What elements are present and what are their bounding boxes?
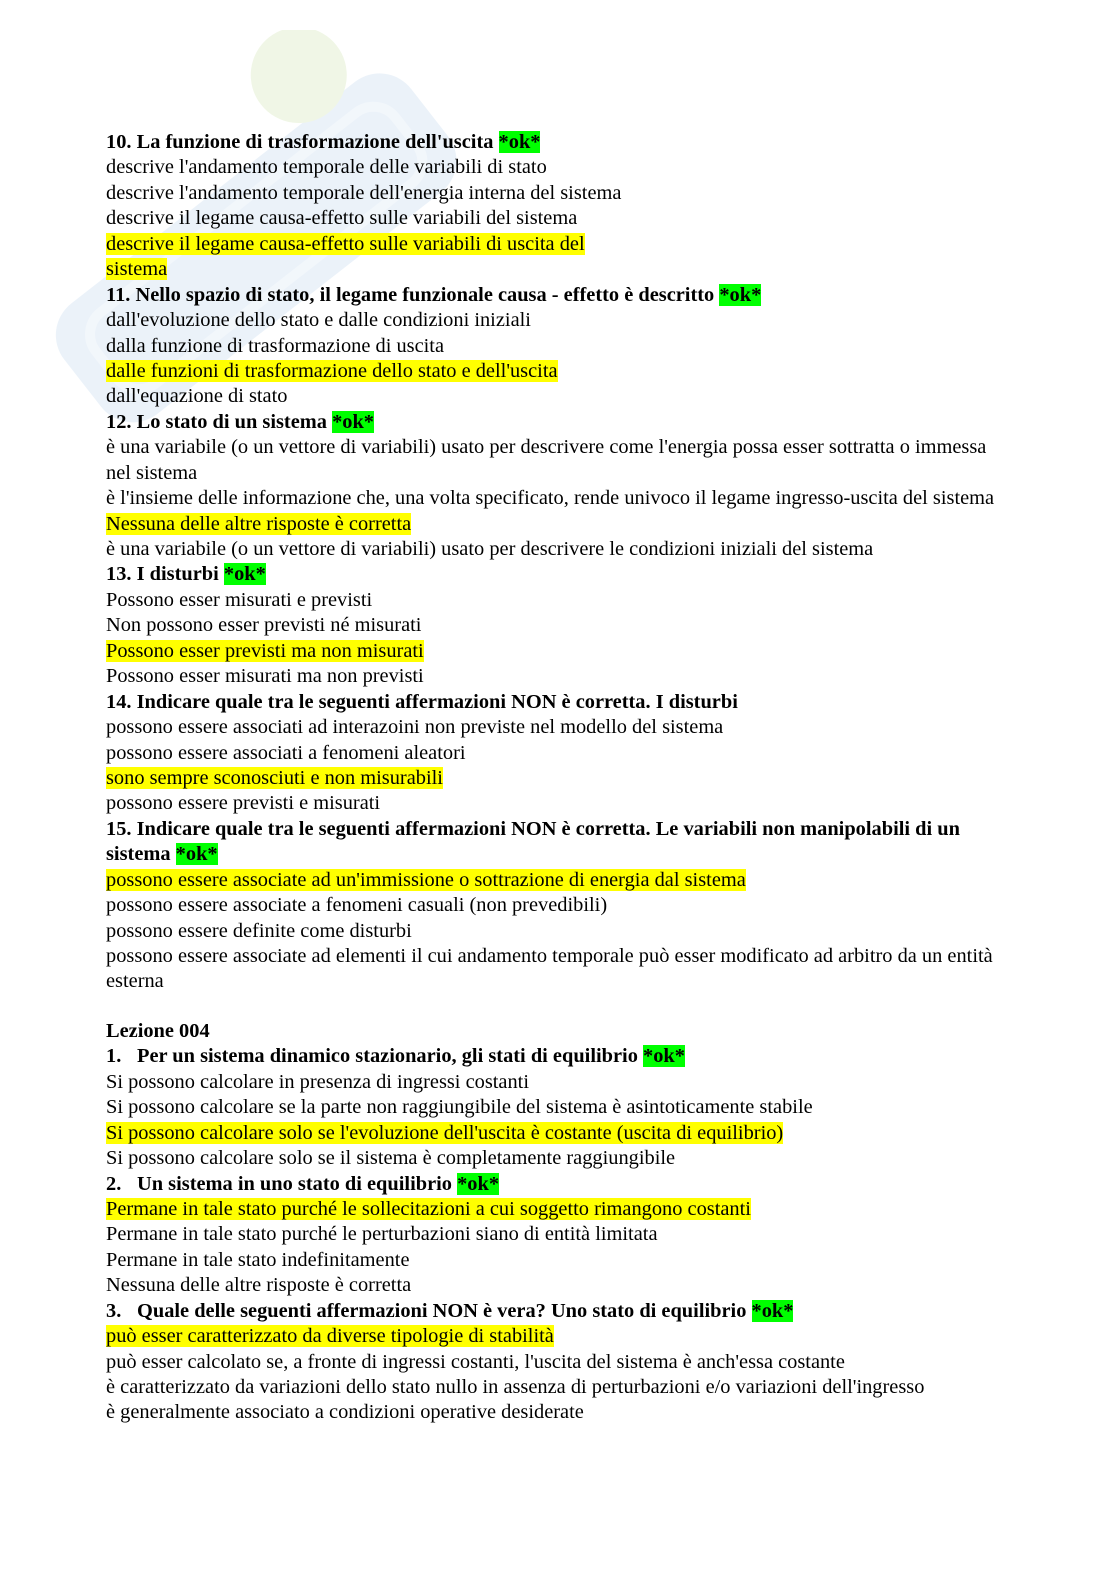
question-title	[106, 562, 994, 587]
answer-text: è l'insieme delle informazione che, una volta specificato, rende univoco il legame ingresso-uscita del sistema	[106, 487, 995, 510]
answer-text: dalla funzione di trasformazione di uscita	[106, 334, 445, 357]
answer-text: dall'equazione di stato	[106, 385, 288, 408]
answer-text: sono sempre sconosciuti e non misurabili	[106, 766, 443, 789]
question-block	[106, 562, 994, 689]
answer-text: descrive il legame causa-effetto sulle variabili di uscita del	[106, 232, 585, 255]
answer-text: Permane in tale stato indefinitamente	[106, 1248, 410, 1271]
question-block	[106, 1172, 994, 1299]
question-block	[106, 130, 994, 283]
answer-text: Nessuna delle altre risposte è corretta	[106, 1274, 412, 1297]
answer-text: è una variabile (o un vettore di variabili) usato per descrivere come l'energia possa esser sottratta o immessa	[106, 436, 987, 459]
answer-text: Possono esser previsti ma non misurati	[106, 639, 424, 662]
question-block	[106, 410, 994, 563]
answer-text: Possono esser misurati e previsti	[106, 588, 373, 611]
answer-text: Si possono calcolare solo se il sistema è completamente raggiungibile	[106, 1147, 676, 1170]
answer-text: nel sistema	[106, 461, 198, 484]
question-title-continued	[106, 842, 994, 867]
ok-mark: *ok*	[175, 843, 218, 866]
question-number: 14.	[106, 690, 132, 713]
answer-text: possono essere previsti e misurati	[106, 792, 381, 815]
ok-mark: *ok*	[498, 131, 541, 153]
question-number: 10.	[106, 131, 132, 153]
answer-option	[106, 791, 994, 816]
answer-text: Si possono calcolare se la parte non raggiungibile del sistema è asintoticamente stabile	[106, 1096, 813, 1119]
answer-option	[106, 639, 994, 664]
answer-text: Possono esser misurati ma non previsti	[106, 665, 424, 688]
answer-option	[106, 1197, 994, 1222]
answer-text: Nessuna delle altre risposte è corretta	[106, 512, 412, 535]
question-text: Nello spazio di stato, il legame funzionale causa - effetto è descritto	[135, 283, 715, 306]
answer-option	[106, 919, 994, 944]
answer-option-continued	[106, 257, 994, 282]
question-number: 15.	[106, 817, 132, 840]
question-title	[106, 1044, 994, 1069]
answer-option	[106, 232, 994, 257]
answer-option	[106, 741, 994, 766]
answer-option	[106, 512, 994, 537]
ok-mark: *ok*	[332, 410, 374, 433]
answer-text: possono essere definite come disturbi	[106, 919, 412, 942]
answer-option	[106, 664, 994, 689]
answer-option	[106, 1400, 994, 1425]
answer-option	[106, 1095, 994, 1120]
answer-text: possono essere associate ad elementi il cui andamento temporale può esser modificato ad arbitro da un entità	[106, 945, 993, 967]
answer-option	[106, 715, 994, 740]
question-text: Lo stato di un sistema	[136, 410, 327, 433]
answer-option	[106, 334, 994, 359]
answer-text: dall'evoluzione dello stato e dalle condizioni iniziali	[106, 309, 531, 332]
answer-option	[106, 537, 994, 562]
answer-text: possono essere associate a fenomeni casuali (non prevedibili)	[106, 894, 608, 917]
lesson-heading: Lezione 004	[106, 1019, 210, 1042]
question-title	[106, 410, 994, 435]
question-block	[106, 1044, 994, 1171]
question-block	[106, 817, 994, 995]
answer-text: sistema	[106, 258, 168, 281]
question-text: Quale delle seguenti affermazioni NON è vera? Uno stato di equilibrio	[137, 1299, 747, 1322]
question-text: Indicare quale tra le seguenti affermazioni NON è corretta. I disturbi	[136, 690, 738, 713]
answer-option	[106, 435, 994, 460]
question-title	[106, 283, 994, 308]
answer-option	[106, 206, 994, 231]
answer-text: Non possono esser previsti né misurati	[106, 614, 422, 637]
answer-text: esterna	[106, 970, 164, 993]
answer-option	[106, 588, 994, 613]
answer-option	[106, 1324, 994, 1349]
question-number: 13.	[106, 563, 132, 586]
question-text: Per un sistema dinamico stazionario, gli stati di equilibrio	[137, 1045, 638, 1068]
question-text: sistema	[106, 843, 171, 866]
question-title	[106, 130, 994, 155]
answer-text: descrive il legame causa-effetto sulle variabili del sistema	[106, 207, 578, 230]
ok-mark: *ok*	[457, 1172, 500, 1195]
answer-option	[106, 766, 994, 791]
answer-text: può esser calcolato se, a fronte di ingressi costanti, l'uscita del sistema è anch'essa costante	[106, 1350, 845, 1373]
answer-option	[106, 1222, 994, 1247]
answer-text: Si possono calcolare in presenza di ingressi costanti	[106, 1070, 529, 1093]
question-text: Indicare quale tra le seguenti affermazioni NON è corretta. Le variabili non manipolabili di un	[136, 817, 960, 840]
answer-option	[106, 1248, 994, 1273]
question-number: 11.	[106, 283, 131, 306]
answer-option-continued	[106, 461, 994, 486]
answer-option	[106, 1273, 994, 1298]
answer-text: possono essere associati a fenomeni aleatori	[106, 741, 466, 764]
answer-option	[106, 868, 994, 893]
answer-text: può esser caratterizzato da diverse tipologie di stabilità	[106, 1325, 554, 1348]
answer-option	[106, 1375, 994, 1400]
question-title	[106, 1172, 994, 1197]
answer-option	[106, 308, 994, 333]
answer-text: possono essere associate ad un'immissione o sottrazione di energia dal sistema	[106, 868, 746, 891]
answer-option	[106, 893, 994, 918]
answer-text: è una variabile (o un vettore di variabili) usato per descrivere le condizioni iniziali del sistema	[106, 538, 874, 560]
question-number: 3.	[106, 1299, 122, 1322]
ok-mark: *ok*	[223, 563, 266, 586]
answer-option	[106, 1121, 994, 1146]
answer-text: è generalmente associato a condizioni operative desiderate	[106, 1401, 584, 1424]
answer-option	[106, 1070, 994, 1095]
answer-option	[106, 486, 994, 511]
answer-text: Si possono calcolare solo se l'evoluzione dell'uscita è costante (uscita di equilibrio)	[106, 1121, 784, 1144]
answer-text: è caratterizzato da variazioni dello stato nullo in assenza di perturbazioni e/o variazioni dell'ingresso	[106, 1376, 925, 1398]
answer-option	[106, 181, 994, 206]
question-block	[106, 283, 994, 410]
question-title	[106, 817, 994, 842]
question-block	[106, 690, 994, 817]
ok-mark: *ok*	[643, 1045, 685, 1068]
answer-text: descrive l'andamento temporale delle variabili di stato	[106, 156, 547, 179]
question-number: 12.	[106, 410, 132, 433]
answer-option	[106, 384, 994, 409]
answer-option	[106, 155, 994, 180]
answer-text: Permane in tale stato purché le sollecitazioni a cui soggetto rimangono costanti	[106, 1197, 751, 1220]
document-body	[106, 130, 994, 1426]
answer-option	[106, 613, 994, 638]
ok-mark: *ok*	[751, 1299, 794, 1322]
answer-text: possono essere associati ad interazoini non previste nel modello del sistema	[106, 716, 724, 739]
question-block	[106, 1299, 994, 1426]
question-title	[106, 690, 994, 715]
question-title	[106, 1299, 994, 1324]
answer-text: dalle funzioni di trasformazione dello stato e dell'uscita	[106, 359, 558, 382]
answer-text: descrive l'andamento temporale dell'energia interna del sistema	[106, 181, 622, 204]
answer-text: Permane in tale stato purché le perturbazioni siano di entità limitata	[106, 1223, 658, 1246]
question-number: 1.	[106, 1045, 122, 1068]
answer-option	[106, 1350, 994, 1375]
question-text: I disturbi	[136, 563, 219, 586]
question-text: Un sistema in uno stato di equilibrio	[137, 1172, 452, 1195]
question-text: La funzione di trasformazione dell'uscita	[136, 131, 494, 153]
question-number: 2.	[106, 1172, 122, 1195]
answer-option	[106, 1146, 994, 1171]
answer-option	[106, 359, 994, 384]
ok-mark: *ok*	[719, 283, 762, 306]
answer-option	[106, 944, 994, 969]
answer-option-continued	[106, 969, 994, 994]
